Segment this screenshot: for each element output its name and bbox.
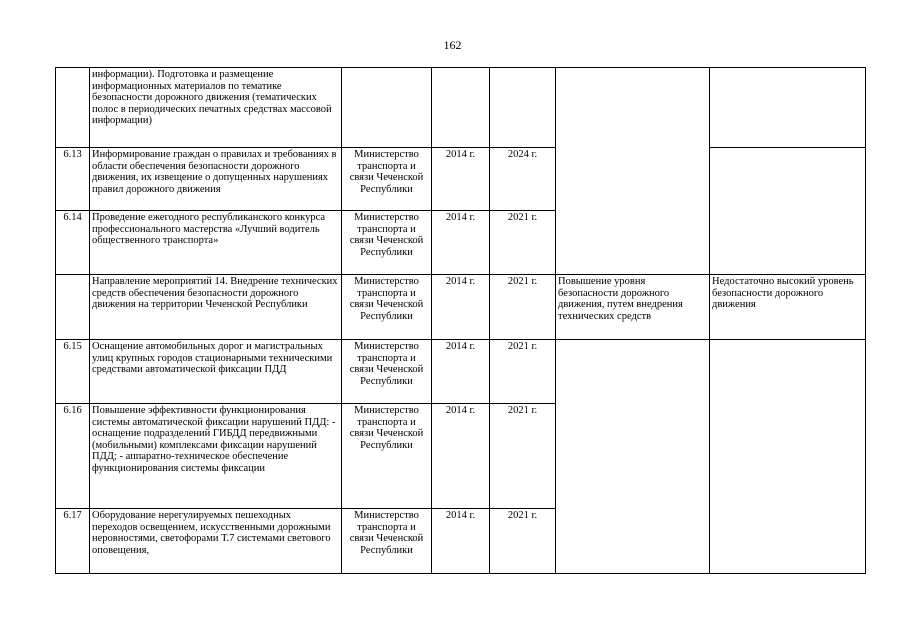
end-date: 2024 г. [490,148,556,211]
end-date: 2021 г. [490,509,556,574]
row-number: 6.13 [56,148,90,211]
executor-cell: Министерство транспорта и связи Чеченской Республики [342,404,432,509]
problem-cell-empty [710,340,866,574]
measure-text: Проведение ежегодного республиканского конкурса профессионального мастерства «Лучший водитель общественного транспорта» [90,211,342,275]
start-date: 2014 г. [432,404,490,509]
end-date [490,68,556,148]
measure-text: Направление мероприятий 14. Внедрение технических средств обеспечения безопасности дорожного движения на территории Чеченской Республики [90,275,342,340]
page-number: 162 [443,38,462,52]
problem-cell-empty [710,148,866,275]
result-cell: Повышение уровня безопасности дорожного движения, путем внедрения технических средств [556,275,710,340]
result-cell-empty [556,340,710,574]
start-date: 2014 г. [432,509,490,574]
executor-cell: Министерство транспорта и связи Чеченской Республики [342,148,432,211]
problem-cell-empty [710,68,866,148]
start-date [432,68,490,148]
problem-cell: Недостаточно высокий уровень безопасности дорожного движения [710,275,866,340]
executor-cell: Министерство транспорта и связи Чеченской Республики [342,211,432,275]
end-date: 2021 г. [490,275,556,340]
end-date: 2021 г. [490,404,556,509]
row-number [56,275,90,340]
row-number: 6.15 [56,340,90,404]
measure-text: Информирование граждан о правилах и требованиях в области обеспечения безопасности дорожного движения, их извещение о допущенных нарушениях правил дорожного движения [90,148,342,211]
executor-cell: Министерство транспорта и связи Чеченской Республики [342,340,432,404]
table-row [56,148,866,211]
measure-text: Повышение эффективности функционирования системы автоматической фиксации нарушений ПДД: - оснащение подразделений ГИБДД передвижными (мобильными) комплексами фиксации нарушений ПДД; - аппаратно-техническое обеспечение функционирования системы фиксации [90,404,342,509]
executor-cell [342,68,432,148]
measures-table [55,67,866,574]
row-number: 6.17 [56,509,90,574]
table-row [56,275,866,340]
start-date: 2014 г. [432,340,490,404]
row-number: 6.14 [56,211,90,275]
result-cell-empty [556,68,710,275]
table-row [56,340,866,404]
start-date: 2014 г. [432,275,490,340]
end-date: 2021 г. [490,340,556,404]
footer-file-path [95,618,96,623]
executor-cell: Министерство транспорта и связи Чеченской Республики [342,275,432,340]
measure-text: информации). Подготовка и размещение информационных материалов по тематике безопасности дорожного движения (тематических полос в периодических печатных средствах массовой информации) [90,68,342,148]
table-row [56,68,866,148]
end-date: 2021 г. [490,211,556,275]
start-date: 2014 г. [432,211,490,275]
executor-cell: Министерство транспорта и связи Чеченской Республики [342,509,432,574]
measure-text: Оборудование нерегулируемых пешеходных переходов освещением, искусственными дорожными неровностями, светофорами Т.7 системами светового оповещения, [90,509,342,574]
start-date: 2014 г. [432,148,490,211]
measure-text: Оснащение автомобильных дорог и магистральных улиц крупных городов стационарными техническими средствами автоматической фиксации ПДД [90,340,342,404]
row-number: 6.16 [56,404,90,509]
row-number [56,68,90,148]
